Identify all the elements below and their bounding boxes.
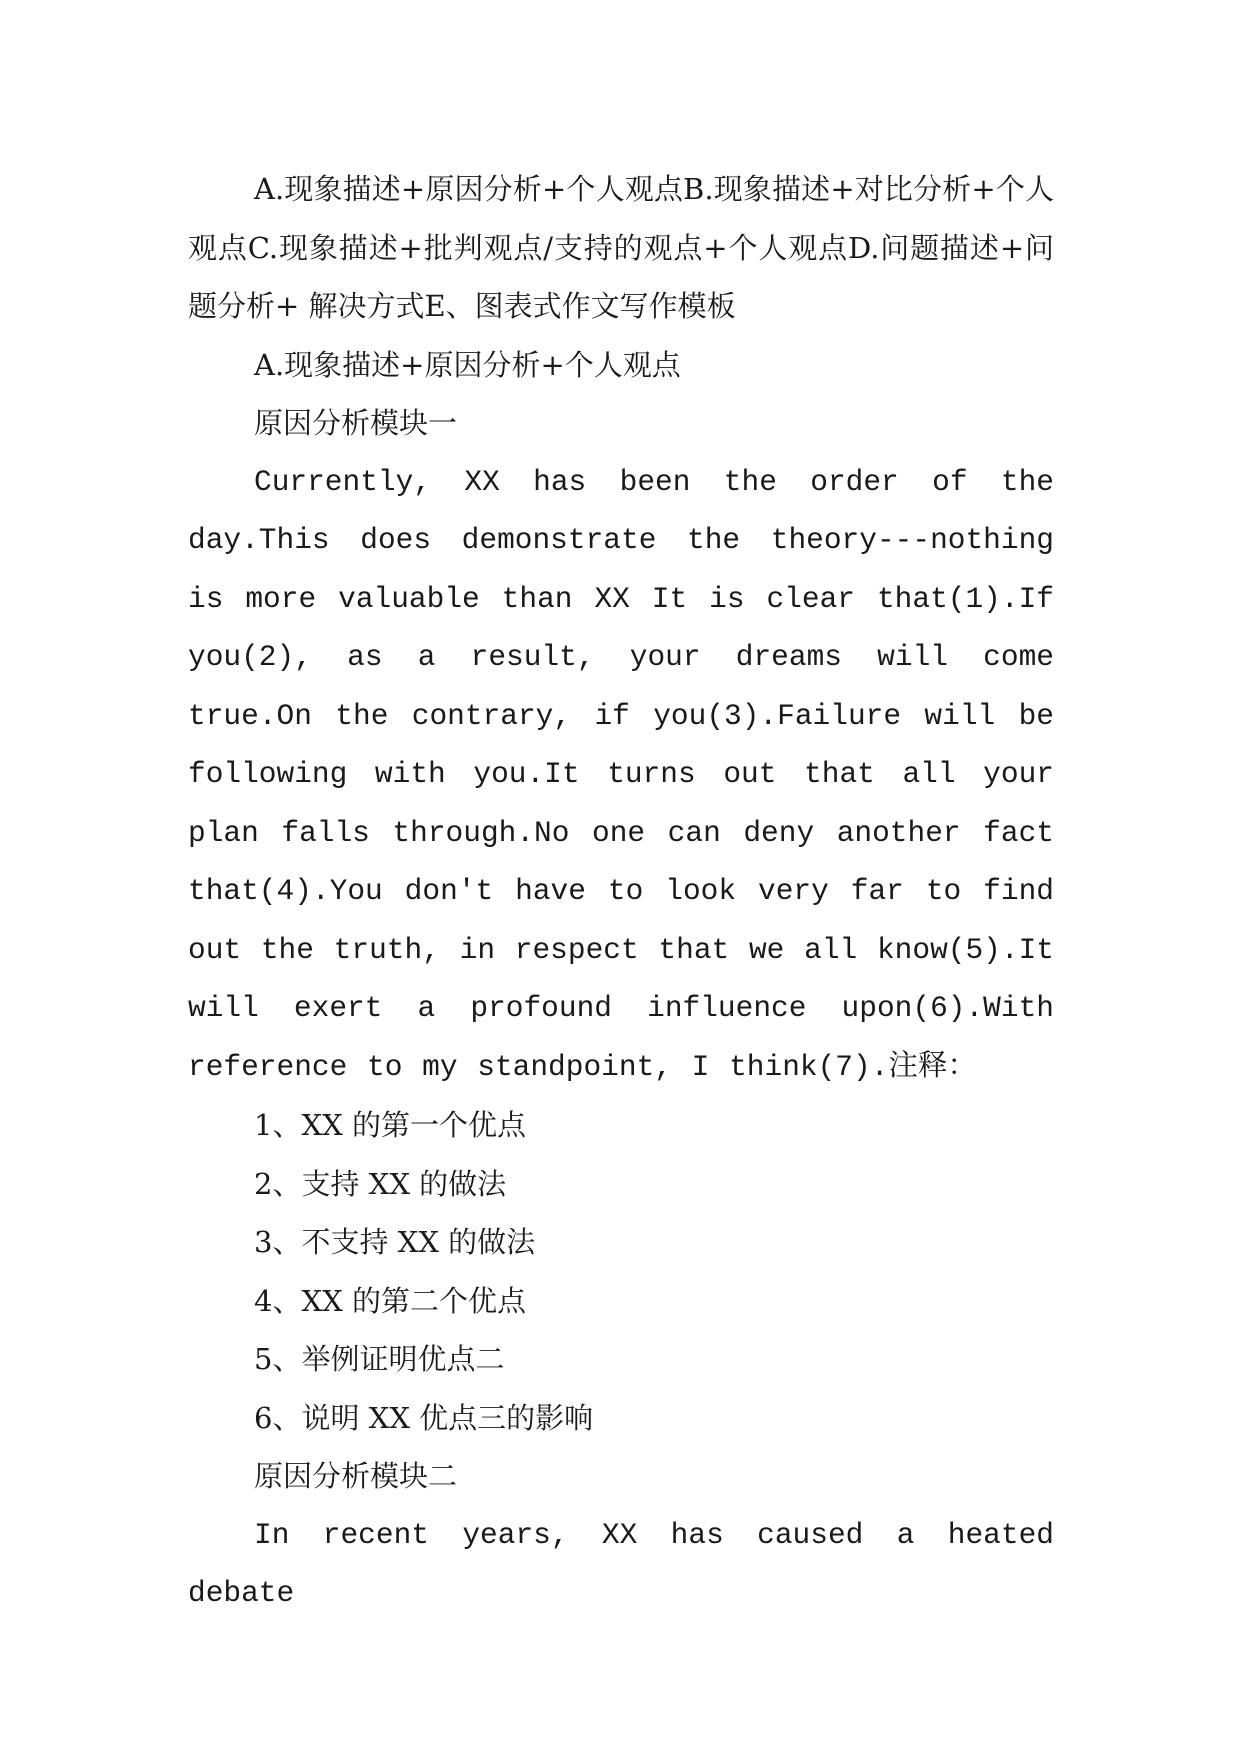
document-body — [188, 160, 1054, 1623]
module-one-paragraph: Currently, XX has been the order of the day.This does demonstrate the theory---nothing is more valuable than XX It is clear that(1).If you(2), as a result, your dreams will come true.On the contrary, if you(3).Failure will be following with you.It turns out that all your plan falls through.No one can deny another fact that(4).You don't have to look very far to find out the truth, in respect that we all know(5).It will exert a profound influence upon(6).With reference to my standpoint, I think(7).注释： — [188, 464, 1054, 1084]
note-item-5: 5、举例证明优点二 — [254, 1342, 505, 1376]
note-item-1: 1、XX 的第一个优点 — [254, 1108, 526, 1142]
module-two-heading: 原因分析模块二 — [254, 1459, 458, 1493]
module-one-heading: 原因分析模块一 — [254, 406, 458, 440]
intro-paragraph: A.现象描述+原因分析+个人观点B.现象描述+对比分析+个人观点C.现象描述+批判观点/支持的观点+个人观点D.问题描述+问题分析+ 解决方式E、图表式作文写作模板 — [188, 172, 1054, 323]
section-a-heading: A.现象描述+原因分析+个人观点 — [254, 347, 681, 382]
module-two-paragraph: In recent years, XX has caused a heated debate — [188, 1517, 1054, 1610]
note-item-6: 6、说明 XX 优点三的影响 — [254, 1400, 594, 1435]
note-item-3: 3、不支持 XX 的做法 — [254, 1225, 536, 1259]
note-item-2: 2、支持 XX 的做法 — [254, 1166, 507, 1201]
note-item-4: 4、XX 的第二个优点 — [254, 1283, 526, 1318]
